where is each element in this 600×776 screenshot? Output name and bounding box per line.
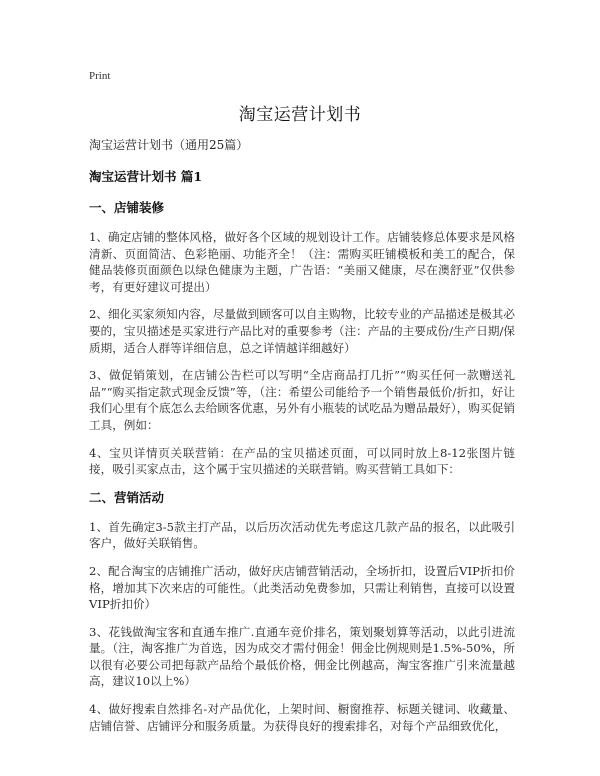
section-heading: 一、店铺装修 [89, 200, 165, 215]
print-link[interactable]: Print [89, 70, 111, 82]
paragraph: 3、做促销策划，在店铺公告栏可以写明“全店商品打几折”“购买任何一款赠送礼品”“购买指定款式现金反馈”等，（注：希望公司能给予一个销售最低价/折扣，好让我们心里有个底怎么去给顾客优惠，另外有小瓶装的试吃品为赠品最好），购买促销工具，例如： [89, 368, 515, 432]
paragraph: 3、花钱做淘宝客和直通车推广.直通车竞价排名，策划聚划算等活动，以此引进流量。（注，淘客推广为首选，因为成交才需付佣金！佣金比例规则是1.5%-50%，所以很有必要公司把每款产品给个最低价格，佣金比例越高，淘宝客推广引来流量越高，建议10以上%） [89, 624, 515, 689]
paragraph: 2、细化买家须知内容，尽量做到顾客可以自主购物，比较专业的产品描述是极其必要的，宝贝描述是买家进行产品比对的重要参考（注：产品的主要成份/生产日期/保质期，适合人群等详细信息，总之详情越详细越好） [89, 307, 515, 355]
section-heading: 二、营销活动 [89, 489, 165, 505]
paragraph: 2、配合淘宝的店铺推广活动，做好庆店铺营销活动，全场折扣，设置后VIP折扣价格，增加其下次来店的可能性。（此类活动免费参加，只需让利销售，直接可以设置VIP折扣价） [89, 563, 515, 612]
section-marketing-activities [89, 489, 515, 735]
paragraph: 1、首先确定3-5款主打产品，以后历次活动优先考虑这几款产品的报名，以此吸引客户，做好关联销售。 [89, 519, 515, 551]
paragraph: 1、确定店铺的整体风格，做好各个区域的规划设计工作。店铺装修总体要求是风格清新、页面简洁、色彩艳丽、功能齐全！（注：需购买旺铺模板和美工的配合，保健品装修页面颜色以绿色健康为主题，广告语：“美丽又健康，尽在澳舒亚”仅供参考，有更好建议可提出） [89, 230, 515, 294]
document-body [89, 136, 515, 745]
document-subtitle: 淘宝运营计划书（通用25篇） [89, 138, 249, 152]
paragraph: 4、做好搜索自然排名-对产品优化，上架时间、橱窗推荐、标题关键词、收藏量、店铺信誉、店铺评分和服务质量。为获得良好的搜索排名，对每个产品细致优化， [89, 702, 515, 733]
document-title: 淘宝运营计划书 [238, 105, 362, 125]
piece-heading: 淘宝运营计划书 篇1 [89, 169, 203, 184]
paragraph: 4、宝贝详情页关联营销：在产品的宝贝描述页面，可以同时放上8-12张图片链接，吸引买家点击，这个属于宝贝描述的关联营销。购买营销工具如下： [89, 445, 515, 477]
section-store-decoration [89, 199, 515, 478]
